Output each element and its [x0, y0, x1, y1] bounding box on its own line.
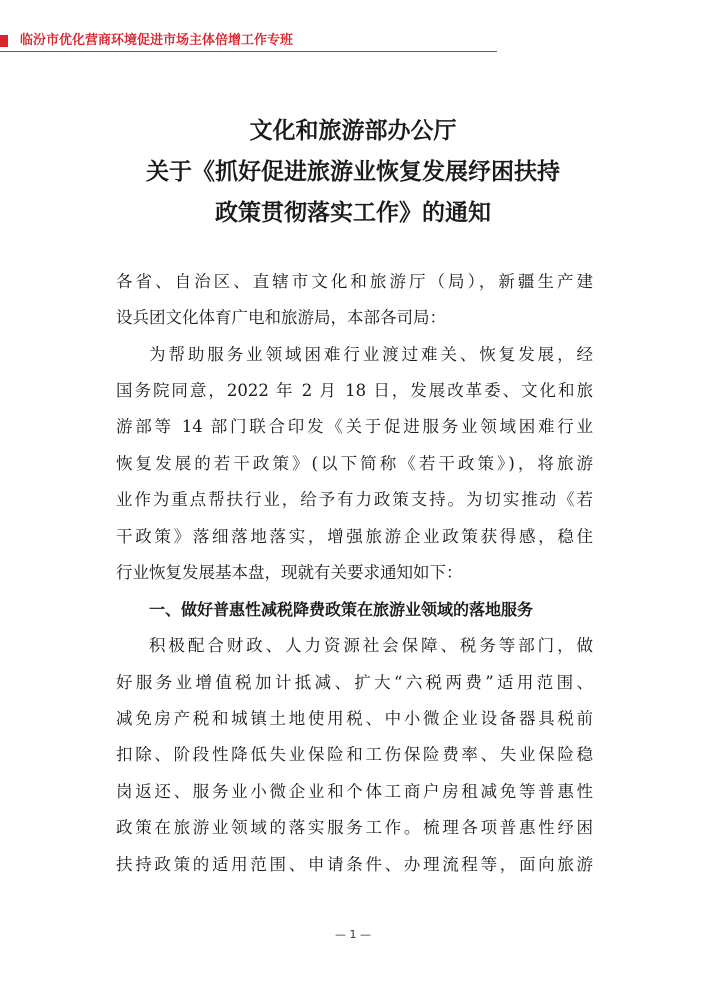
paragraph-line: 扣除、阶段性降低失业保险和工伤保险费率、失业保险稳 [116, 745, 593, 764]
title-line-3: 政策贯彻落实工作》的通知 [215, 199, 491, 226]
paragraph-line: 国务院同意，2022 年 2 月 18 日，发展改革委、文化和旅 [116, 381, 593, 400]
paragraph-line: 减免房产税和城镇土地使用税、中小微企业设备器具税前 [116, 709, 593, 728]
page-number: — 1 — [335, 928, 371, 941]
paragraph-line: 政策在旅游业领域的落实服务工作。梳理各项普惠性纾困 [116, 818, 593, 837]
paragraph-line: 扶持政策的适用范围、申请条件、办理流程等，面向旅游 [116, 855, 593, 874]
section-heading: 一、做好普惠性减税降费政策在旅游业领域的落地服务 [149, 600, 534, 619]
paragraph-line: 积极配合财政、人力资源社会保障、税务等部门，做 [149, 636, 593, 655]
header-rule [0, 51, 497, 52]
header-org-name: 临汾市优化营商环境促进市场主体倍增工作专班 [20, 33, 294, 48]
title-line-1: 文化和旅游部办公厅 [249, 117, 457, 144]
paragraph-line: 好服务业增值税加计抵减、扩大“六税两费”适用范围、 [116, 673, 593, 692]
salutation-line: 各省、自治区、直辖市文化和旅游厅（局），新疆生产建 [116, 272, 593, 291]
document-title [0, 110, 706, 233]
paragraph-line: 行业恢复发展基本盘，现就有关要求通知如下： [116, 563, 463, 582]
title-line-2: 关于《抓好促进旅游业恢复发展纾困扶持 [146, 158, 560, 185]
paragraph-line: 游部等 14 部门联合印发《关于促进服务业领域困难行业 [116, 417, 593, 436]
page-header [0, 33, 497, 53]
paragraph-line: 岗返还、服务业小微企业和个体工商户房租减免等普惠性 [116, 782, 593, 801]
paragraph-line: 干政策》落细落地落实，增强旅游企业政策获得感，稳住 [116, 527, 593, 546]
paragraph-line: 为帮助服务业领域困难行业渡过难关、恢复发展，经 [149, 345, 593, 364]
salutation-line: 设兵团文化体育广电和旅游局，本部各司局： [116, 308, 446, 327]
header-red-marker [0, 35, 8, 47]
paragraph-line: 恢复发展的若干政策》(以下简称《若干政策》)，将旅游 [116, 454, 593, 473]
paragraph-line: 业作为重点帮扶行业，给予有力政策支持。为切实推动《若 [116, 490, 593, 509]
